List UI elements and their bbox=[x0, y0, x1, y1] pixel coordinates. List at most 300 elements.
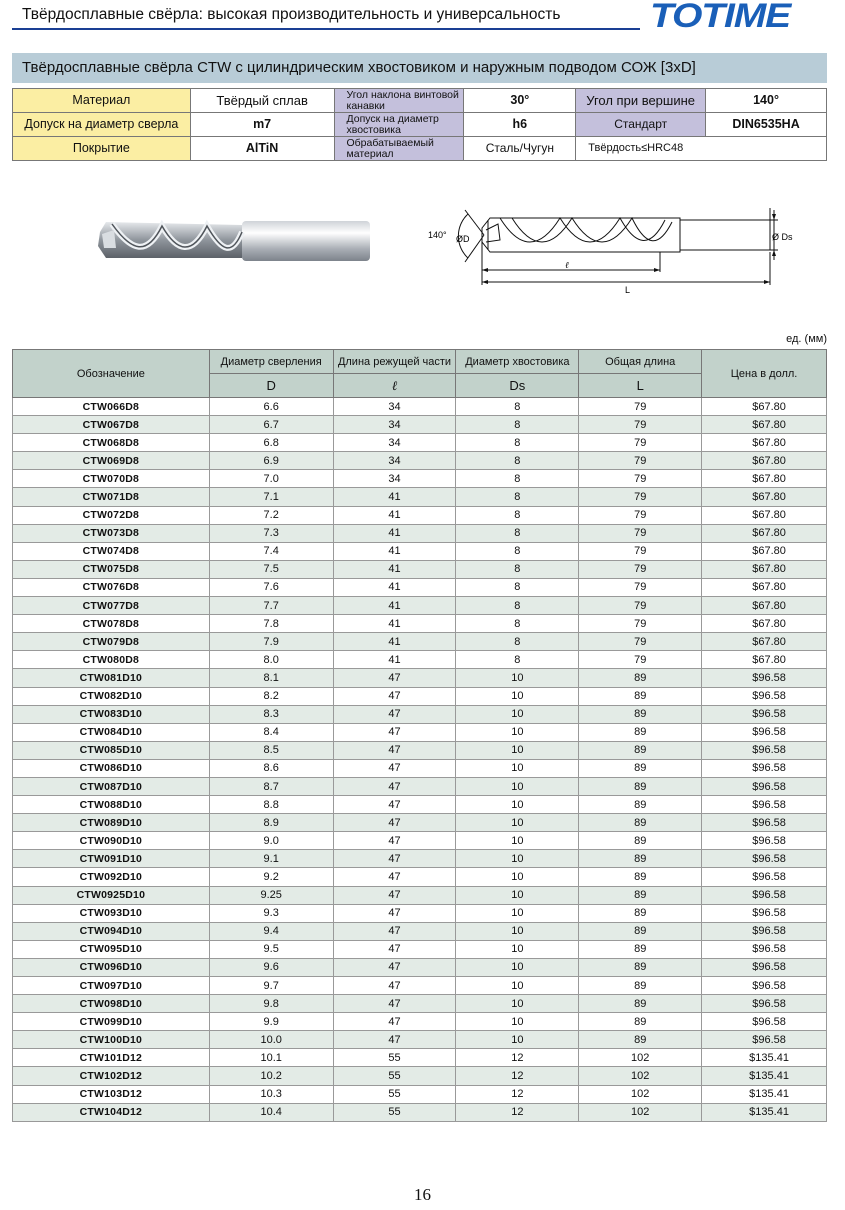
header-diameter: Диаметр сверления bbox=[209, 350, 333, 374]
cell-total-length: 79 bbox=[579, 398, 702, 416]
cell-price: $96.58 bbox=[702, 1031, 827, 1049]
cell-code: CTW095D10 bbox=[13, 940, 210, 958]
cell-total-length: 89 bbox=[579, 995, 702, 1013]
cell-cut-length: 47 bbox=[333, 741, 456, 759]
spec-workpiece-label: Обрабатываемый материал bbox=[334, 137, 464, 161]
spec-tolerance-value: m7 bbox=[190, 113, 334, 137]
spec-shank-tolerance-value: h6 bbox=[464, 113, 576, 137]
cell-cut-length: 41 bbox=[333, 542, 456, 560]
cell-total-length: 89 bbox=[579, 1031, 702, 1049]
table-row bbox=[13, 977, 827, 995]
units-note: ед. (мм) bbox=[786, 333, 827, 345]
cell-total-length: 89 bbox=[579, 796, 702, 814]
cell-price: $67.80 bbox=[702, 633, 827, 651]
cell-total-length: 89 bbox=[579, 868, 702, 886]
cell-diameter: 6.6 bbox=[209, 398, 333, 416]
cell-cut-length: 47 bbox=[333, 669, 456, 687]
cell-price: $67.80 bbox=[702, 651, 827, 669]
cell-price: $96.58 bbox=[702, 705, 827, 723]
cell-diameter: 9.7 bbox=[209, 977, 333, 995]
cell-price: $135.41 bbox=[702, 1085, 827, 1103]
cell-shank: 8 bbox=[456, 398, 579, 416]
cell-diameter: 8.2 bbox=[209, 687, 333, 705]
cell-cut-length: 55 bbox=[333, 1085, 456, 1103]
cell-code: CTW102D12 bbox=[13, 1067, 210, 1085]
cell-code: CTW099D10 bbox=[13, 1013, 210, 1031]
cell-price: $96.58 bbox=[702, 796, 827, 814]
table-row bbox=[13, 850, 827, 868]
cell-diameter: 8.7 bbox=[209, 777, 333, 795]
spec-point-value: 140° bbox=[706, 89, 827, 113]
cell-price: $96.58 bbox=[702, 777, 827, 795]
header-code: Обозначение bbox=[13, 350, 210, 398]
cell-code: CTW070D8 bbox=[13, 470, 210, 488]
table-row bbox=[13, 416, 827, 434]
cell-shank: 12 bbox=[456, 1049, 579, 1067]
cell-diameter: 10.4 bbox=[209, 1103, 333, 1121]
cell-shank: 10 bbox=[456, 958, 579, 976]
table-row bbox=[13, 1085, 827, 1103]
cell-price: $67.80 bbox=[702, 542, 827, 560]
cell-shank: 10 bbox=[456, 940, 579, 958]
cell-total-length: 79 bbox=[579, 416, 702, 434]
table-row bbox=[13, 1103, 827, 1121]
cell-total-length: 89 bbox=[579, 958, 702, 976]
table-row bbox=[13, 398, 827, 416]
cell-code: CTW091D10 bbox=[13, 850, 210, 868]
cell-shank: 8 bbox=[456, 452, 579, 470]
cell-total-length: 89 bbox=[579, 723, 702, 741]
cell-shank: 10 bbox=[456, 1013, 579, 1031]
table-row bbox=[13, 832, 827, 850]
spec-workpiece-value: Сталь/Чугун bbox=[464, 137, 576, 161]
cell-total-length: 89 bbox=[579, 977, 702, 995]
cell-diameter: 7.4 bbox=[209, 542, 333, 560]
cell-shank: 10 bbox=[456, 814, 579, 832]
cell-price: $67.80 bbox=[702, 524, 827, 542]
cell-cut-length: 47 bbox=[333, 723, 456, 741]
cell-diameter: 9.1 bbox=[209, 850, 333, 868]
cell-diameter: 6.8 bbox=[209, 434, 333, 452]
cell-cut-length: 41 bbox=[333, 597, 456, 615]
cell-price: $67.80 bbox=[702, 506, 827, 524]
cell-diameter: 8.4 bbox=[209, 723, 333, 741]
cell-code: CTW082D10 bbox=[13, 687, 210, 705]
cell-code: CTW068D8 bbox=[13, 434, 210, 452]
cell-shank: 8 bbox=[456, 597, 579, 615]
table-row bbox=[13, 506, 827, 524]
cell-total-length: 89 bbox=[579, 940, 702, 958]
table-row bbox=[13, 705, 827, 723]
cell-total-length: 89 bbox=[579, 832, 702, 850]
cell-price: $96.58 bbox=[702, 687, 827, 705]
cell-shank: 12 bbox=[456, 1103, 579, 1121]
cell-code: CTW093D10 bbox=[13, 904, 210, 922]
cell-shank: 8 bbox=[456, 524, 579, 542]
cell-diameter: 7.1 bbox=[209, 488, 333, 506]
cell-diameter: 6.7 bbox=[209, 416, 333, 434]
cell-price: $96.58 bbox=[702, 1013, 827, 1031]
cell-total-length: 102 bbox=[579, 1067, 702, 1085]
table-row bbox=[13, 615, 827, 633]
cell-price: $67.80 bbox=[702, 488, 827, 506]
cell-total-length: 89 bbox=[579, 904, 702, 922]
cell-diameter: 10.3 bbox=[209, 1085, 333, 1103]
cell-total-length: 102 bbox=[579, 1085, 702, 1103]
cell-price: $67.80 bbox=[702, 398, 827, 416]
cell-diameter: 9.2 bbox=[209, 868, 333, 886]
cell-cut-length: 55 bbox=[333, 1103, 456, 1121]
cell-cut-length: 47 bbox=[333, 868, 456, 886]
cell-cut-length: 47 bbox=[333, 922, 456, 940]
cell-price: $96.58 bbox=[702, 958, 827, 976]
cell-price: $67.80 bbox=[702, 434, 827, 452]
cell-code: CTW080D8 bbox=[13, 651, 210, 669]
cell-cut-length: 47 bbox=[333, 705, 456, 723]
header-l-symbol: ℓ bbox=[333, 374, 456, 398]
cell-price: $96.58 bbox=[702, 940, 827, 958]
cell-shank: 10 bbox=[456, 868, 579, 886]
cell-diameter: 8.9 bbox=[209, 814, 333, 832]
cell-diameter: 8.6 bbox=[209, 759, 333, 777]
cell-cut-length: 47 bbox=[333, 759, 456, 777]
cell-code: CTW097D10 bbox=[13, 977, 210, 995]
cell-code: CTW081D10 bbox=[13, 669, 210, 687]
cell-diameter: 8.1 bbox=[209, 669, 333, 687]
cell-shank: 10 bbox=[456, 904, 579, 922]
cell-diameter: 7.7 bbox=[209, 597, 333, 615]
header-rule bbox=[12, 28, 640, 30]
cell-cut-length: 41 bbox=[333, 651, 456, 669]
cell-code: CTW092D10 bbox=[13, 868, 210, 886]
cell-code: CTW078D8 bbox=[13, 615, 210, 633]
table-row bbox=[13, 560, 827, 578]
cell-price: $67.80 bbox=[702, 416, 827, 434]
cell-price: $135.41 bbox=[702, 1067, 827, 1085]
cell-price: $67.80 bbox=[702, 470, 827, 488]
cell-price: $96.58 bbox=[702, 886, 827, 904]
spec-material-label: Материал bbox=[13, 89, 191, 113]
cell-shank: 8 bbox=[456, 633, 579, 651]
cell-total-length: 79 bbox=[579, 452, 702, 470]
cell-code: CTW100D10 bbox=[13, 1031, 210, 1049]
table-row bbox=[13, 814, 827, 832]
cell-total-length: 89 bbox=[579, 922, 702, 940]
table-row bbox=[13, 796, 827, 814]
cell-shank: 10 bbox=[456, 705, 579, 723]
cell-diameter: 8.0 bbox=[209, 651, 333, 669]
cell-code: CTW085D10 bbox=[13, 741, 210, 759]
cell-diameter: 7.5 bbox=[209, 560, 333, 578]
table-row bbox=[13, 542, 827, 560]
cell-total-length: 79 bbox=[579, 615, 702, 633]
cell-code: CTW098D10 bbox=[13, 995, 210, 1013]
spec-row bbox=[13, 89, 827, 113]
cell-cut-length: 47 bbox=[333, 995, 456, 1013]
header-d-symbol: D bbox=[209, 374, 333, 398]
spec-standard-value: DIN6535HA bbox=[706, 113, 827, 137]
cell-diameter: 9.25 bbox=[209, 886, 333, 904]
header-shank: Диаметр хвостовика bbox=[456, 350, 579, 374]
cell-code: CTW088D10 bbox=[13, 796, 210, 814]
cell-code: CTW074D8 bbox=[13, 542, 210, 560]
cell-price: $96.58 bbox=[702, 904, 827, 922]
cell-price: $135.41 bbox=[702, 1103, 827, 1121]
table-row bbox=[13, 777, 827, 795]
drill-diagram bbox=[420, 190, 810, 295]
drill-photo bbox=[92, 212, 374, 268]
cell-total-length: 89 bbox=[579, 814, 702, 832]
product-table bbox=[12, 349, 827, 1122]
cell-cut-length: 34 bbox=[333, 416, 456, 434]
spec-row bbox=[13, 113, 827, 137]
table-row bbox=[13, 434, 827, 452]
cell-cut-length: 34 bbox=[333, 452, 456, 470]
table-row bbox=[13, 597, 827, 615]
cell-shank: 8 bbox=[456, 578, 579, 596]
cell-total-length: 89 bbox=[579, 669, 702, 687]
cell-price: $67.80 bbox=[702, 578, 827, 596]
cell-price: $96.58 bbox=[702, 741, 827, 759]
diagram-angle-label: 140° bbox=[428, 230, 447, 240]
cell-cut-length: 55 bbox=[333, 1049, 456, 1067]
cell-code: CTW076D8 bbox=[13, 578, 210, 596]
table-row bbox=[13, 958, 827, 976]
cell-diameter: 8.3 bbox=[209, 705, 333, 723]
diagram-d-label: ØD bbox=[456, 234, 470, 244]
cell-shank: 8 bbox=[456, 470, 579, 488]
cell-code: CTW087D10 bbox=[13, 777, 210, 795]
cell-total-length: 79 bbox=[579, 524, 702, 542]
diagram-L-label: L bbox=[625, 285, 631, 295]
cell-total-length: 89 bbox=[579, 886, 702, 904]
cell-code: CTW101D12 bbox=[13, 1049, 210, 1067]
table-row bbox=[13, 723, 827, 741]
cell-code: CTW073D8 bbox=[13, 524, 210, 542]
table-row bbox=[13, 995, 827, 1013]
cell-total-length: 79 bbox=[579, 560, 702, 578]
cell-code: CTW077D8 bbox=[13, 597, 210, 615]
diagram-l-label: ℓ bbox=[565, 260, 569, 270]
cell-shank: 12 bbox=[456, 1067, 579, 1085]
table-row bbox=[13, 687, 827, 705]
cell-diameter: 10.0 bbox=[209, 1031, 333, 1049]
cell-shank: 10 bbox=[456, 922, 579, 940]
cell-shank: 10 bbox=[456, 777, 579, 795]
cell-total-length: 89 bbox=[579, 777, 702, 795]
header-total-length: Общая длина bbox=[579, 350, 702, 374]
cell-cut-length: 41 bbox=[333, 524, 456, 542]
cell-cut-length: 47 bbox=[333, 850, 456, 868]
cell-code: CTW084D10 bbox=[13, 723, 210, 741]
table-row bbox=[13, 741, 827, 759]
cell-total-length: 89 bbox=[579, 1013, 702, 1031]
cell-shank: 10 bbox=[456, 669, 579, 687]
table-row bbox=[13, 904, 827, 922]
cell-total-length: 79 bbox=[579, 542, 702, 560]
cell-cut-length: 47 bbox=[333, 1031, 456, 1049]
cell-diameter: 9.8 bbox=[209, 995, 333, 1013]
cell-cut-length: 41 bbox=[333, 560, 456, 578]
cell-code: CTW071D8 bbox=[13, 488, 210, 506]
cell-shank: 10 bbox=[456, 723, 579, 741]
table-row bbox=[13, 886, 827, 904]
cell-total-length: 89 bbox=[579, 759, 702, 777]
cell-diameter: 10.1 bbox=[209, 1049, 333, 1067]
cell-diameter: 7.9 bbox=[209, 633, 333, 651]
spec-coating-label: Покрытие bbox=[13, 137, 191, 161]
cell-total-length: 79 bbox=[579, 470, 702, 488]
spec-helix-value: 30° bbox=[464, 89, 576, 113]
spec-material-value: Твёрдый сплав bbox=[190, 89, 334, 113]
cell-code: CTW096D10 bbox=[13, 958, 210, 976]
table-row bbox=[13, 452, 827, 470]
cell-total-length: 102 bbox=[579, 1103, 702, 1121]
cell-diameter: 8.8 bbox=[209, 796, 333, 814]
cell-diameter: 8.5 bbox=[209, 741, 333, 759]
cell-code: CTW086D10 bbox=[13, 759, 210, 777]
cell-cut-length: 34 bbox=[333, 434, 456, 452]
table-row bbox=[13, 1049, 827, 1067]
cell-shank: 8 bbox=[456, 560, 579, 578]
brand-logo: TOTIME bbox=[650, 0, 791, 35]
cell-price: $67.80 bbox=[702, 452, 827, 470]
table-row bbox=[13, 470, 827, 488]
cell-total-length: 79 bbox=[579, 578, 702, 596]
cell-code: CTW083D10 bbox=[13, 705, 210, 723]
cell-code: CTW067D8 bbox=[13, 416, 210, 434]
cell-cut-length: 47 bbox=[333, 977, 456, 995]
table-row bbox=[13, 940, 827, 958]
table-row bbox=[13, 922, 827, 940]
cell-cut-length: 47 bbox=[333, 958, 456, 976]
cell-total-length: 102 bbox=[579, 1049, 702, 1067]
cell-price: $96.58 bbox=[702, 759, 827, 777]
cell-shank: 10 bbox=[456, 995, 579, 1013]
cell-cut-length: 47 bbox=[333, 687, 456, 705]
header-price: Цена в долл. bbox=[702, 350, 827, 398]
cell-price: $67.80 bbox=[702, 560, 827, 578]
cell-price: $96.58 bbox=[702, 995, 827, 1013]
cell-diameter: 9.9 bbox=[209, 1013, 333, 1031]
cell-total-length: 79 bbox=[579, 597, 702, 615]
page-number: 16 bbox=[414, 1185, 431, 1204]
cell-diameter: 9.5 bbox=[209, 940, 333, 958]
cell-cut-length: 47 bbox=[333, 904, 456, 922]
cell-shank: 10 bbox=[456, 977, 579, 995]
header-ds-symbol: Ds bbox=[456, 374, 579, 398]
cell-price: $96.58 bbox=[702, 723, 827, 741]
cell-price: $96.58 bbox=[702, 814, 827, 832]
page-header bbox=[12, 0, 832, 35]
cell-total-length: 79 bbox=[579, 488, 702, 506]
cell-diameter: 6.9 bbox=[209, 452, 333, 470]
cell-shank: 10 bbox=[456, 1031, 579, 1049]
table-header-row bbox=[13, 350, 827, 374]
cell-cut-length: 41 bbox=[333, 578, 456, 596]
cell-cut-length: 34 bbox=[333, 398, 456, 416]
cell-code: CTW075D8 bbox=[13, 560, 210, 578]
cell-shank: 8 bbox=[456, 615, 579, 633]
spec-standard-label: Стандарт bbox=[576, 113, 706, 137]
cell-diameter: 9.3 bbox=[209, 904, 333, 922]
spec-hardness-value bbox=[576, 137, 827, 161]
cell-shank: 10 bbox=[456, 741, 579, 759]
cell-cut-length: 55 bbox=[333, 1067, 456, 1085]
spec-row bbox=[13, 137, 827, 161]
cell-shank: 8 bbox=[456, 416, 579, 434]
cell-diameter: 9.4 bbox=[209, 922, 333, 940]
cell-code: CTW069D8 bbox=[13, 452, 210, 470]
cell-total-length: 89 bbox=[579, 850, 702, 868]
table-row bbox=[13, 1031, 827, 1049]
cell-shank: 8 bbox=[456, 434, 579, 452]
cell-shank: 10 bbox=[456, 850, 579, 868]
cell-shank: 8 bbox=[456, 542, 579, 560]
cell-total-length: 79 bbox=[579, 434, 702, 452]
table-row bbox=[13, 1013, 827, 1031]
cell-cut-length: 47 bbox=[333, 832, 456, 850]
cell-cut-length: 47 bbox=[333, 1013, 456, 1031]
cell-shank: 10 bbox=[456, 832, 579, 850]
cell-total-length: 79 bbox=[579, 506, 702, 524]
diagram-ds-label: Ø Ds bbox=[772, 232, 793, 242]
cell-cut-length: 47 bbox=[333, 940, 456, 958]
cell-diameter: 9.0 bbox=[209, 832, 333, 850]
cell-code: CTW104D12 bbox=[13, 1103, 210, 1121]
cell-diameter: 7.2 bbox=[209, 506, 333, 524]
cell-diameter: 7.8 bbox=[209, 615, 333, 633]
cell-price: $96.58 bbox=[702, 832, 827, 850]
cell-total-length: 89 bbox=[579, 741, 702, 759]
table-row bbox=[13, 578, 827, 596]
cell-cut-length: 47 bbox=[333, 886, 456, 904]
cell-code: CTW090D10 bbox=[13, 832, 210, 850]
header-cut-length: Длина режущей части bbox=[333, 350, 456, 374]
cell-shank: 10 bbox=[456, 796, 579, 814]
cell-cut-length: 47 bbox=[333, 814, 456, 832]
cell-diameter: 7.0 bbox=[209, 470, 333, 488]
table-row bbox=[13, 1067, 827, 1085]
cell-diameter: 10.2 bbox=[209, 1067, 333, 1085]
cell-code: CTW089D10 bbox=[13, 814, 210, 832]
cell-price: $96.58 bbox=[702, 850, 827, 868]
cell-shank: 8 bbox=[456, 506, 579, 524]
cell-shank: 8 bbox=[456, 488, 579, 506]
table-row bbox=[13, 524, 827, 542]
table-row bbox=[13, 488, 827, 506]
spec-table bbox=[12, 88, 827, 161]
header-L-symbol: L bbox=[579, 374, 702, 398]
cell-cut-length: 41 bbox=[333, 633, 456, 651]
cell-diameter: 9.6 bbox=[209, 958, 333, 976]
spec-tolerance-label: Допуск на диаметр сверла bbox=[13, 113, 191, 137]
cell-shank: 10 bbox=[456, 886, 579, 904]
cell-shank: 10 bbox=[456, 687, 579, 705]
cell-total-length: 79 bbox=[579, 633, 702, 651]
table-body bbox=[13, 398, 827, 1122]
cell-price: $67.80 bbox=[702, 615, 827, 633]
cell-total-length: 89 bbox=[579, 687, 702, 705]
cell-shank: 12 bbox=[456, 1085, 579, 1103]
cell-diameter: 7.3 bbox=[209, 524, 333, 542]
cell-diameter: 7.6 bbox=[209, 578, 333, 596]
table-row bbox=[13, 633, 827, 651]
cell-code: CTW0925D10 bbox=[13, 886, 210, 904]
table-row bbox=[13, 759, 827, 777]
cell-code: CTW072D8 bbox=[13, 506, 210, 524]
spec-shank-tolerance-label: Допуск на диаметр хвостовика bbox=[334, 113, 464, 137]
